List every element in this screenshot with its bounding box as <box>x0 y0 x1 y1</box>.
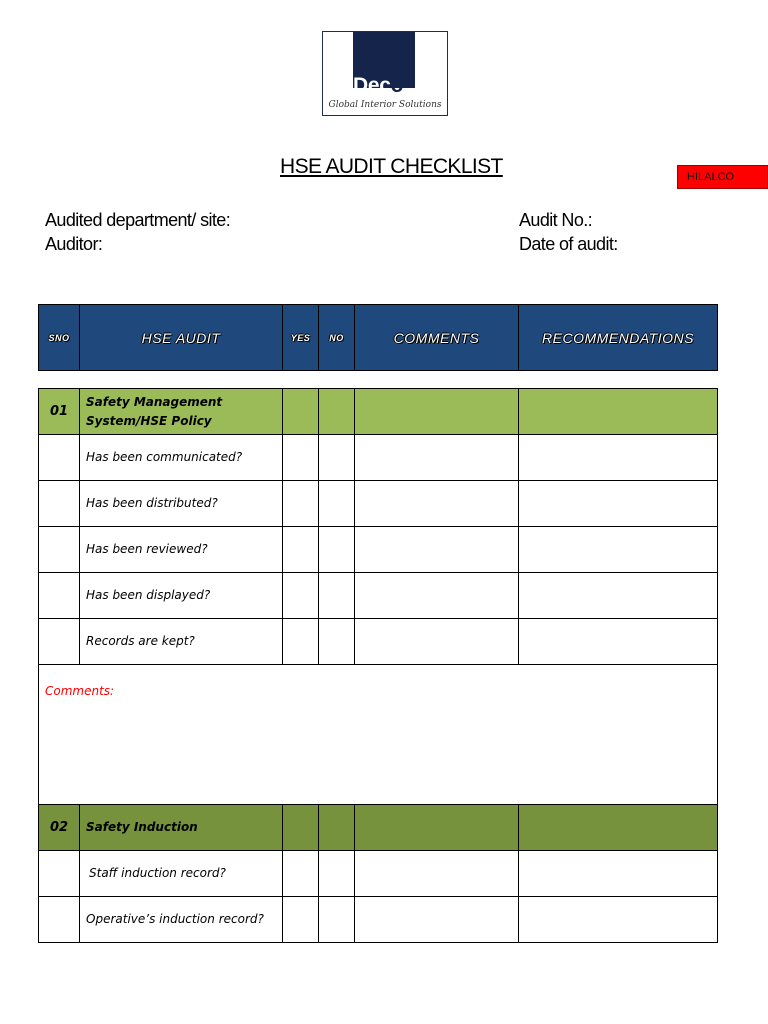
no-cell[interactable] <box>319 389 355 435</box>
header-row <box>39 305 718 371</box>
sno-cell <box>39 573 80 619</box>
section-comments-row <box>39 665 718 805</box>
section-title: Safety Management System/HSE Policy <box>80 389 283 435</box>
sno-cell <box>39 527 80 573</box>
company-logo <box>322 31 448 116</box>
department-label: Audited department/ site: <box>45 210 231 230</box>
item-question: Operative’s induction record? <box>80 897 283 943</box>
no-cell[interactable] <box>319 619 355 665</box>
meta-right <box>519 208 618 256</box>
no-cell[interactable] <box>319 897 355 943</box>
recommendations-cell[interactable] <box>519 619 718 665</box>
hilalco-tag: HILALCO <box>677 165 768 189</box>
recommendations-cell[interactable] <box>519 389 718 435</box>
date-of-audit-label: Date of audit: <box>519 234 618 254</box>
col-header-sno: SNO <box>39 305 80 371</box>
section-number: 01 <box>39 389 80 435</box>
no-cell[interactable] <box>319 527 355 573</box>
meta-left <box>45 208 230 256</box>
no-cell[interactable] <box>319 805 355 851</box>
comments-cell[interactable] <box>355 573 519 619</box>
comments-cell[interactable] <box>355 897 519 943</box>
comments-cell[interactable] <box>355 805 519 851</box>
no-cell[interactable] <box>319 573 355 619</box>
section-row-02 <box>39 805 718 851</box>
section-comments-box[interactable]: Comments: <box>39 665 718 805</box>
section-number: 02 <box>39 805 80 851</box>
recommendations-cell[interactable] <box>519 851 718 897</box>
recommendations-cell[interactable] <box>519 897 718 943</box>
recommendations-cell[interactable] <box>519 481 718 527</box>
logo-tagline: Global Interior Solutions <box>328 100 442 110</box>
no-cell[interactable] <box>319 435 355 481</box>
yes-cell[interactable] <box>283 897 319 943</box>
yes-cell[interactable] <box>283 805 319 851</box>
recommendations-cell[interactable] <box>519 527 718 573</box>
comments-cell[interactable] <box>355 851 519 897</box>
document-title: HSE AUDIT CHECKLIST <box>280 155 503 178</box>
sno-cell <box>39 481 80 527</box>
checklist-table <box>38 388 718 943</box>
checklist-row <box>39 851 718 897</box>
checklist-row <box>39 619 718 665</box>
section-row-01 <box>39 389 718 435</box>
sno-cell <box>39 897 80 943</box>
yes-cell[interactable] <box>283 527 319 573</box>
item-question: Has been displayed? <box>80 573 283 619</box>
no-cell[interactable] <box>319 851 355 897</box>
checklist-row <box>39 527 718 573</box>
sno-cell <box>39 619 80 665</box>
item-question: Has been distributed? <box>80 481 283 527</box>
col-header-no: NO <box>319 305 355 371</box>
audit-no-label: Audit No.: <box>519 210 593 230</box>
yes-cell[interactable] <box>283 435 319 481</box>
col-header-recommendations: RECOMMENDATIONS <box>519 305 718 371</box>
header-table <box>38 304 718 371</box>
col-header-yes: YES <box>283 305 319 371</box>
yes-cell[interactable] <box>283 573 319 619</box>
item-question: Staff induction record? <box>80 851 283 897</box>
comments-cell[interactable] <box>355 527 519 573</box>
recommendations-cell[interactable] <box>519 573 718 619</box>
checklist-row <box>39 481 718 527</box>
checklist-row <box>39 435 718 481</box>
item-question: Records are kept? <box>80 619 283 665</box>
yes-cell[interactable] <box>283 389 319 435</box>
item-question: Has been reviewed? <box>80 527 283 573</box>
checklist-row <box>39 573 718 619</box>
no-cell[interactable] <box>319 481 355 527</box>
yes-cell[interactable] <box>283 619 319 665</box>
col-header-comments: COMMENTS <box>355 305 519 371</box>
recommendations-cell[interactable] <box>519 435 718 481</box>
comments-cell[interactable] <box>355 481 519 527</box>
auditor-label: Auditor: <box>45 234 103 254</box>
sno-cell <box>39 851 80 897</box>
item-question: Has been communicated? <box>80 435 283 481</box>
comments-cell[interactable] <box>355 619 519 665</box>
checklist-row <box>39 897 718 943</box>
sno-cell <box>39 435 80 481</box>
recommendations-cell[interactable] <box>519 805 718 851</box>
col-header-hse-audit: HSE AUDIT <box>80 305 283 371</box>
section-title: Safety Induction <box>80 805 283 851</box>
logo-wordmark: Deco <box>353 74 404 97</box>
comments-cell[interactable] <box>355 389 519 435</box>
yes-cell[interactable] <box>283 851 319 897</box>
comments-cell[interactable] <box>355 435 519 481</box>
yes-cell[interactable] <box>283 481 319 527</box>
